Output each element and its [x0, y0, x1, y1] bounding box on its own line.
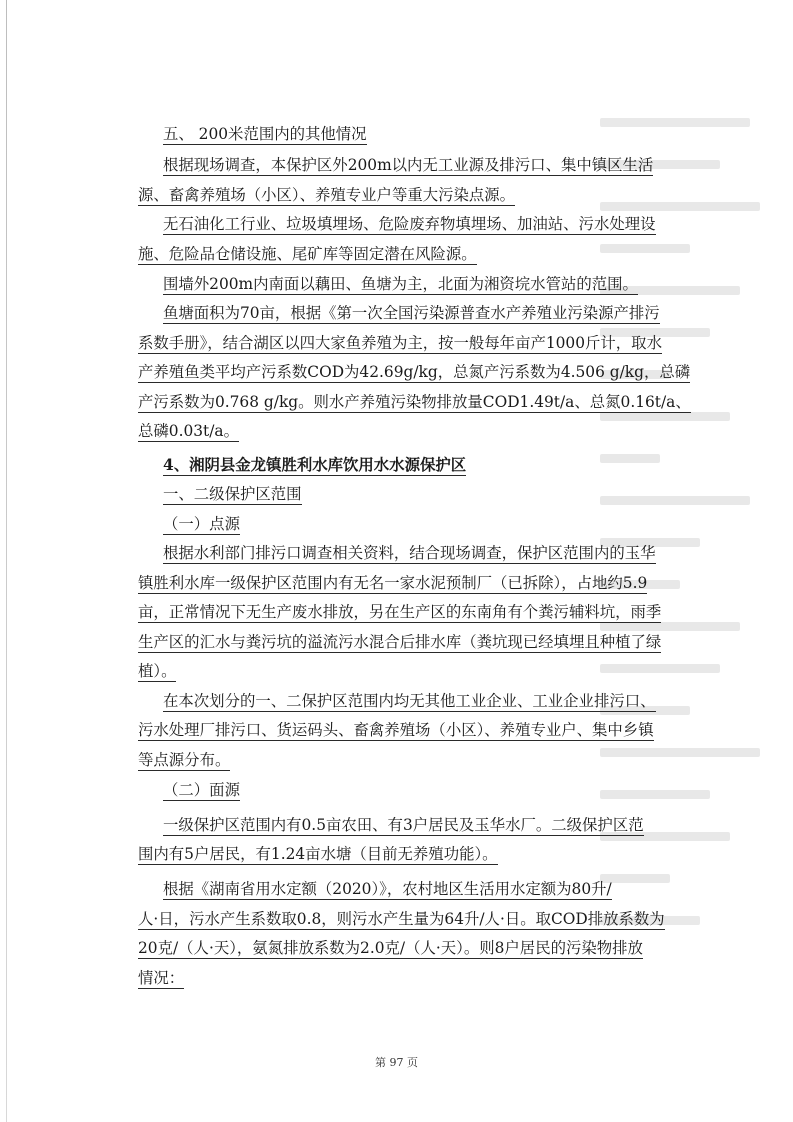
paragraph-line: 鱼塘面积为70亩，根据《第一次全国污染源普查水产养殖业污染源产排污 [163, 304, 660, 322]
paragraph-line: 等点源分布。 [138, 751, 231, 769]
scan-edge-shadow [6, 0, 7, 1122]
subsection-heading-point-source: （一）点源 [163, 515, 240, 533]
paragraph-line: 镇胜利水库一级保护区范围内有无名一家水泥预制厂（已拆除），占地约5.9 [138, 574, 648, 592]
paragraph-line: 系数手册》，结合湖区以四大家鱼养殖为主，按一般每年亩产1000斤计，取水 [138, 334, 662, 352]
paragraph-line: 根据现场调查，本保护区外200m以内无工业源及排污口、集中镇区生活 [163, 156, 654, 174]
paragraph-line: 总磷0.03t/a。 [138, 422, 239, 440]
paragraph-line: 一级保护区范围内有0.5亩农田、有3户居民及玉华水厂。二级保护区范 [163, 816, 644, 834]
paragraph-line: 人·日，污水产生系数取0.8，则污水产生量为64升/人·日。取COD排放系数为 [138, 910, 665, 928]
paragraph-line: 生产区的汇水与粪污坑的溢流污水混合后排水库（粪坑现已经填埋且种植了绿 [138, 633, 662, 651]
paragraph-line: 植）。 [138, 662, 177, 680]
paragraph-line: 产养殖鱼类平均产污系数COD为42.69g/kg，总氮产污系数为4.506 g/kg，总磷 [138, 363, 691, 381]
paragraph-line: 产污系数为0.768 g/kg。则水产养殖污染物排放量COD1.49t/a、总氮0.16t/a、 [138, 393, 691, 411]
paragraph-line: 根据《湖南省用水定额（2020）》，农村地区生活用水定额为80升/ [163, 880, 612, 898]
subsection-heading: 一、二级保护区范围 [163, 485, 302, 503]
paragraph-line: 污水处理厂排污口、货运码头、畜禽养殖场（小区）、养殖专业户、集中乡镇 [138, 721, 654, 739]
page-number: 第 97 页 [375, 1056, 418, 1069]
paragraph-line: 围内有5户居民，有1.24亩水塘（目前无养殖功能）。 [138, 845, 498, 863]
paragraph-line: 亩，正常情况下无生产废水排放，另在生产区的东南角有个粪污辅料坑，雨季 [138, 603, 662, 621]
paragraph-line: 围墙外200m内南面以藕田、鱼塘为主，北面为湘资垸水管站的范围。 [163, 275, 638, 293]
subsection-heading-area-source: （二）面源 [163, 781, 240, 799]
paragraph-line: 根据水利部门排污口调查相关资料，结合现场调查，保护区范围内的玉华 [163, 544, 656, 562]
paragraph-line: 情况： [138, 969, 185, 987]
paragraph-line: 在本次划分的一、二保护区范围内均无其他工业企业、工业企业排污口、 [163, 692, 656, 710]
paragraph-line: 源、畜禽养殖场（小区）、养殖专业户等重大污染点源。 [138, 186, 516, 204]
paragraph-line: 施、危险品仓储设施、尾矿库等固定潜在风险源。 [138, 245, 477, 263]
paragraph-line: 无石油化工行业、垃圾填埋场、危险废弃物填埋场、加油站、污水处理设 [163, 215, 656, 233]
section-heading-shengli-reservoir: 4、湘阴县金龙镇胜利水库饮用水水源保护区 [163, 456, 467, 474]
paragraph-line: 20克/（人·天），氨氮排放系数为2.0克/（人·天）。则8户居民的污染物排放 [138, 939, 643, 957]
section-heading-200m: 五、 200米范围内的其他情况 [163, 125, 367, 143]
